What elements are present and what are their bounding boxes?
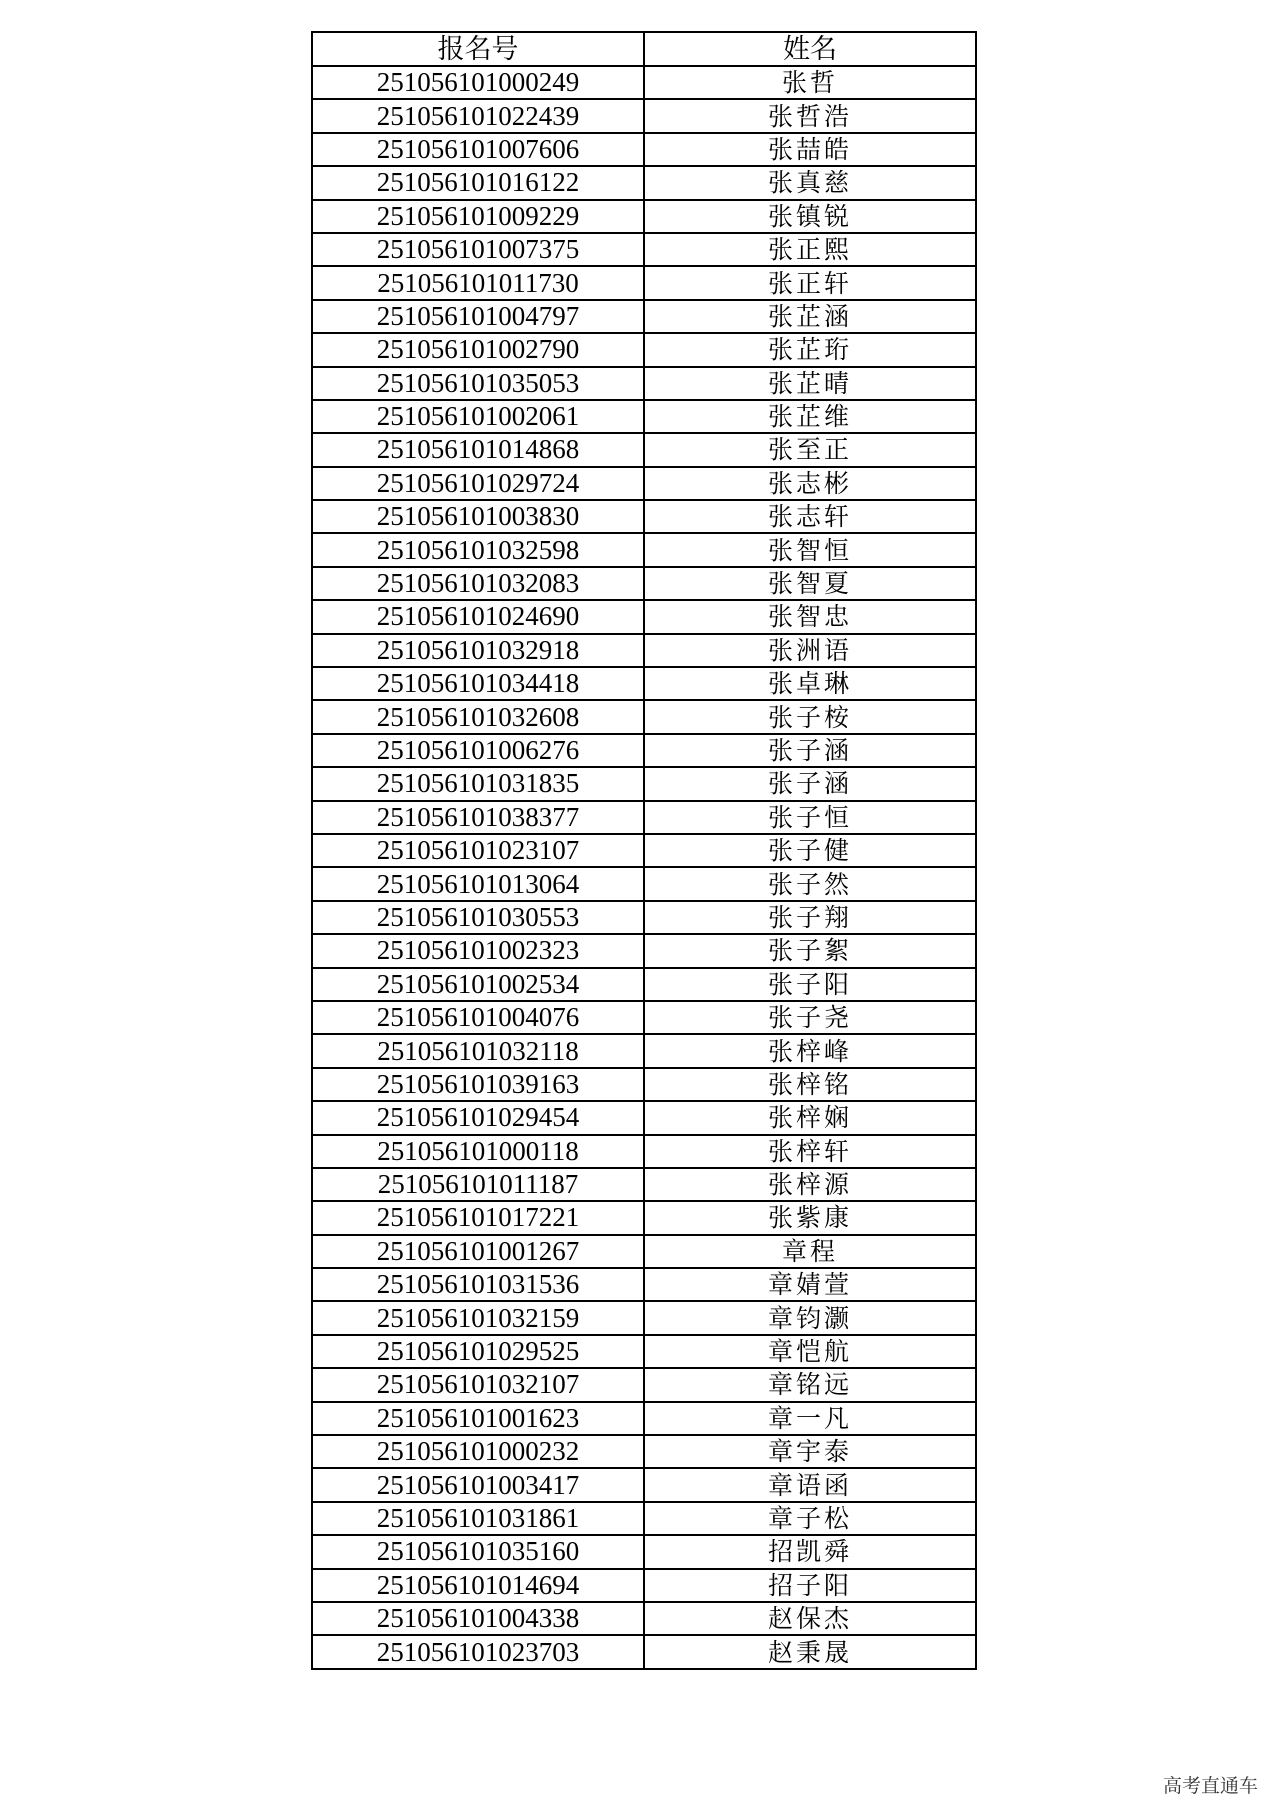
table-row xyxy=(312,1468,976,1501)
registration-number-cell: 251056101032608 xyxy=(312,700,644,733)
table-row xyxy=(312,467,976,500)
name-cell: 张哲 xyxy=(644,66,976,99)
registration-number-cell: 251056101023107 xyxy=(312,834,644,867)
name-cell: 赵保杰 xyxy=(644,1602,976,1635)
table-row xyxy=(312,166,976,199)
name-cell: 张紫康 xyxy=(644,1201,976,1234)
name-cell: 张卓琳 xyxy=(644,667,976,700)
table-row xyxy=(312,233,976,266)
table-row xyxy=(312,200,976,233)
table-row xyxy=(312,1268,976,1301)
table-row xyxy=(312,333,976,366)
name-cell: 张洲语 xyxy=(644,634,976,667)
registration-number-cell: 251056101000249 xyxy=(312,66,644,99)
registration-number-cell: 251056101031835 xyxy=(312,767,644,800)
registration-number-cell: 251056101030553 xyxy=(312,901,644,934)
name-cell: 张芷涵 xyxy=(644,300,976,333)
table-body xyxy=(312,66,976,1669)
table-row xyxy=(312,634,976,667)
name-cell: 章语函 xyxy=(644,1468,976,1501)
name-cell: 章一凡 xyxy=(644,1402,976,1435)
name-cell: 张至正 xyxy=(644,433,976,466)
name-cell: 招子阳 xyxy=(644,1569,976,1602)
table-row xyxy=(312,1301,976,1334)
name-cell: 张芷晴 xyxy=(644,367,976,400)
table-row xyxy=(312,567,976,600)
name-cell: 张梓源 xyxy=(644,1168,976,1201)
table-row xyxy=(312,1135,976,1168)
name-cell: 张梓娴 xyxy=(644,1101,976,1134)
table-row xyxy=(312,533,976,566)
registration-number-cell: 251056101029525 xyxy=(312,1335,644,1368)
registration-number-cell: 251056101032107 xyxy=(312,1368,644,1401)
table-row xyxy=(312,834,976,867)
name-cell: 张志轩 xyxy=(644,500,976,533)
registration-number-cell: 251056101002790 xyxy=(312,333,644,366)
table-row xyxy=(312,1335,976,1368)
name-cell: 张智恒 xyxy=(644,533,976,566)
table-row xyxy=(312,1602,976,1635)
name-cell: 张梓峰 xyxy=(644,1034,976,1067)
name-cell: 张子桉 xyxy=(644,700,976,733)
registration-number-cell: 251056101004797 xyxy=(312,300,644,333)
name-cell: 章恺航 xyxy=(644,1335,976,1368)
registration-number-cell: 251056101035160 xyxy=(312,1535,644,1568)
table-row xyxy=(312,1502,976,1535)
table-row xyxy=(312,133,976,166)
registration-number-cell: 251056101014694 xyxy=(312,1569,644,1602)
name-cell: 张梓铭 xyxy=(644,1068,976,1101)
table-row xyxy=(312,1435,976,1468)
table-row xyxy=(312,1168,976,1201)
name-cell: 张子涵 xyxy=(644,767,976,800)
name-cell: 张子涵 xyxy=(644,734,976,767)
registration-number-cell: 251056101032159 xyxy=(312,1301,644,1334)
name-cell: 张子然 xyxy=(644,867,976,900)
registration-number-cell: 251056101011187 xyxy=(312,1168,644,1201)
name-cell: 赵秉晟 xyxy=(644,1635,976,1668)
table-row xyxy=(312,266,976,299)
column-header-registration-number: 报名号 xyxy=(312,32,644,66)
table-row xyxy=(312,500,976,533)
watermark-text: 高考直通车 xyxy=(1162,1775,1258,1797)
registration-number-cell: 251056101003417 xyxy=(312,1468,644,1501)
name-cell: 章子松 xyxy=(644,1502,976,1535)
name-cell: 章宇泰 xyxy=(644,1435,976,1468)
name-cell: 张哲浩 xyxy=(644,99,976,132)
registration-number-cell: 251056101016122 xyxy=(312,166,644,199)
table-row xyxy=(312,1001,976,1034)
name-cell: 张镇锐 xyxy=(644,200,976,233)
registration-number-cell: 251056101032083 xyxy=(312,567,644,600)
registration-number-cell: 251056101029724 xyxy=(312,467,644,500)
name-cell: 章铭远 xyxy=(644,1368,976,1401)
registration-number-cell: 251056101032118 xyxy=(312,1034,644,1067)
table-row xyxy=(312,300,976,333)
registration-table xyxy=(311,31,977,1670)
table-row xyxy=(312,700,976,733)
registration-number-cell: 251056101000118 xyxy=(312,1135,644,1168)
table-row xyxy=(312,667,976,700)
registration-number-cell: 251056101029454 xyxy=(312,1101,644,1134)
table-row xyxy=(312,867,976,900)
name-cell: 张真慈 xyxy=(644,166,976,199)
registration-number-cell: 251056101035053 xyxy=(312,367,644,400)
name-cell: 张子恒 xyxy=(644,801,976,834)
table-row xyxy=(312,968,976,1001)
registration-number-cell: 251056101014868 xyxy=(312,433,644,466)
table-row xyxy=(312,934,976,967)
table-row xyxy=(312,1535,976,1568)
registration-number-cell: 251056101031861 xyxy=(312,1502,644,1535)
registration-number-cell: 251056101004076 xyxy=(312,1001,644,1034)
registration-number-cell: 251056101002323 xyxy=(312,934,644,967)
name-cell: 张子阳 xyxy=(644,968,976,1001)
table-row xyxy=(312,767,976,800)
name-cell: 章婧萱 xyxy=(644,1268,976,1301)
name-cell: 张志彬 xyxy=(644,467,976,500)
registration-number-cell: 251056101001623 xyxy=(312,1402,644,1435)
registration-number-cell: 251056101023703 xyxy=(312,1635,644,1668)
registration-number-cell: 251056101002534 xyxy=(312,968,644,1001)
registration-number-cell: 251056101007375 xyxy=(312,233,644,266)
registration-number-cell: 251056101024690 xyxy=(312,600,644,633)
name-cell: 章钧灏 xyxy=(644,1301,976,1334)
registration-number-cell: 251056101011730 xyxy=(312,266,644,299)
registration-number-cell: 251056101001267 xyxy=(312,1235,644,1268)
table-row xyxy=(312,367,976,400)
table-row xyxy=(312,600,976,633)
name-cell: 张正轩 xyxy=(644,266,976,299)
table-row xyxy=(312,1101,976,1134)
table-row xyxy=(312,1068,976,1101)
table-row xyxy=(312,901,976,934)
table-row xyxy=(312,400,976,433)
name-cell: 张子尧 xyxy=(644,1001,976,1034)
table-row xyxy=(312,734,976,767)
name-cell: 章程 xyxy=(644,1235,976,1268)
registration-number-cell: 251056101039163 xyxy=(312,1068,644,1101)
name-cell: 张芷珩 xyxy=(644,333,976,366)
registration-number-cell: 251056101038377 xyxy=(312,801,644,834)
name-cell: 张子健 xyxy=(644,834,976,867)
registration-number-cell: 251056101032598 xyxy=(312,533,644,566)
table-row xyxy=(312,1635,976,1668)
registration-number-cell: 251056101009229 xyxy=(312,200,644,233)
registration-number-cell: 251056101002061 xyxy=(312,400,644,433)
registration-number-cell: 251056101006276 xyxy=(312,734,644,767)
column-header-name: 姓名 xyxy=(644,32,976,66)
registration-number-cell: 251056101000232 xyxy=(312,1435,644,1468)
registration-number-cell: 251056101007606 xyxy=(312,133,644,166)
name-cell: 张智忠 xyxy=(644,600,976,633)
table-row xyxy=(312,1034,976,1067)
table-row xyxy=(312,801,976,834)
table-row xyxy=(312,1569,976,1602)
name-cell: 张喆皓 xyxy=(644,133,976,166)
registration-number-cell: 251056101004338 xyxy=(312,1602,644,1635)
table-row xyxy=(312,99,976,132)
name-cell: 张芷维 xyxy=(644,400,976,433)
name-cell: 张子翔 xyxy=(644,901,976,934)
table-row xyxy=(312,1368,976,1401)
registration-number-cell: 251056101022439 xyxy=(312,99,644,132)
header-row xyxy=(312,32,976,66)
registration-number-cell: 251056101032918 xyxy=(312,634,644,667)
registration-number-cell: 251056101034418 xyxy=(312,667,644,700)
registration-number-cell: 251056101003830 xyxy=(312,500,644,533)
name-cell: 招凯舜 xyxy=(644,1535,976,1568)
name-cell: 张梓轩 xyxy=(644,1135,976,1168)
name-cell: 张子絮 xyxy=(644,934,976,967)
table-row xyxy=(312,433,976,466)
registration-number-cell: 251056101013064 xyxy=(312,867,644,900)
table-row xyxy=(312,1235,976,1268)
table-row xyxy=(312,66,976,99)
table-row xyxy=(312,1201,976,1234)
table-row xyxy=(312,1402,976,1435)
registration-number-cell: 251056101017221 xyxy=(312,1201,644,1234)
registration-number-cell: 251056101031536 xyxy=(312,1268,644,1301)
name-cell: 张智夏 xyxy=(644,567,976,600)
name-cell: 张正熙 xyxy=(644,233,976,266)
